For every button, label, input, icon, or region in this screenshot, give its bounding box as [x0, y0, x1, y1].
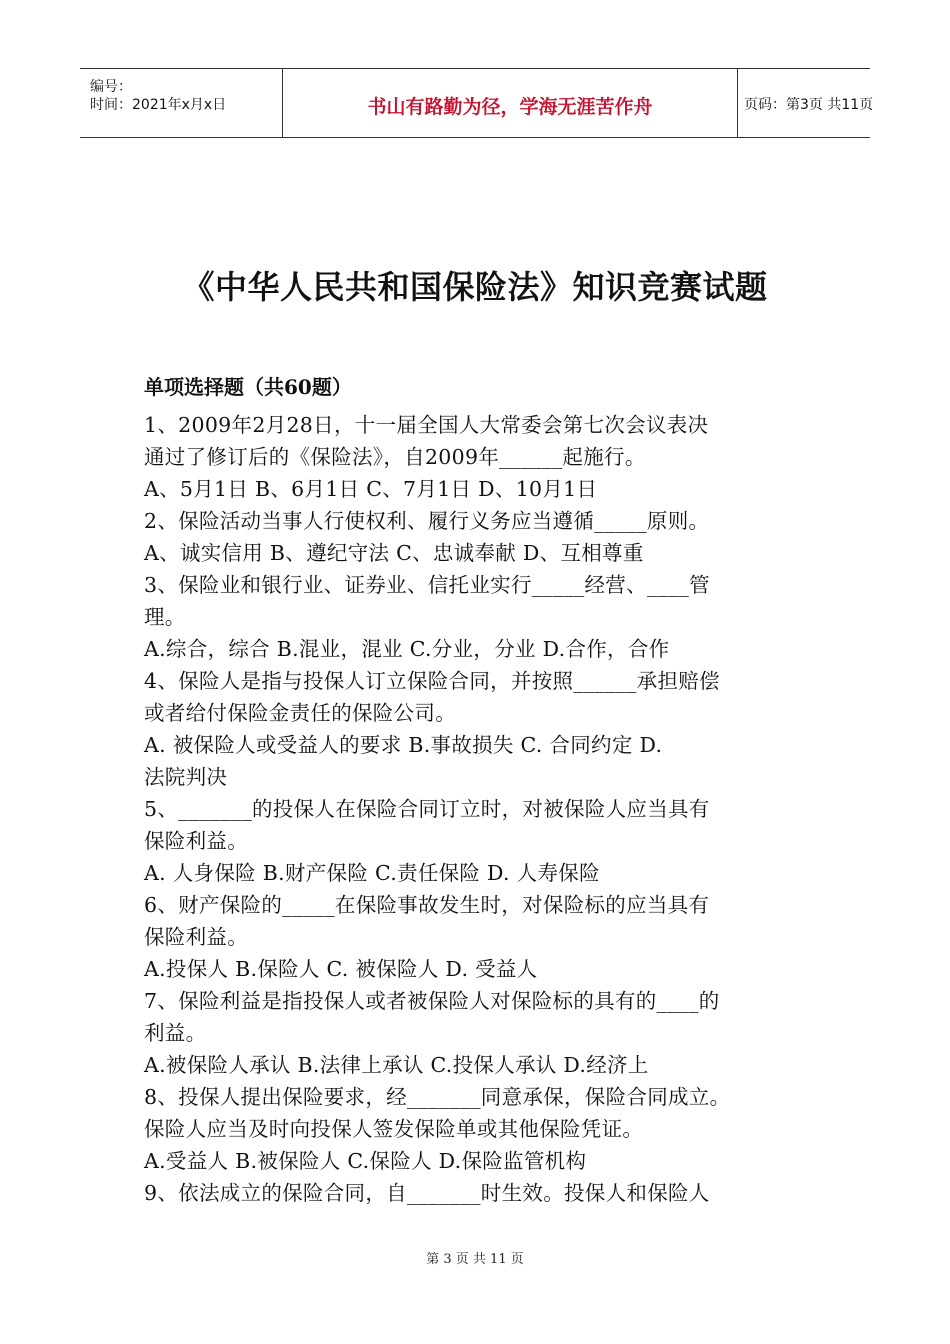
- body-line: 保险利益。: [144, 925, 248, 949]
- body-line: 6、财产保险的_____在保险事故发生时，对保险标的应当具有: [144, 893, 710, 917]
- body-line: 7、保险利益是指投保人或者被保险人对保险标的具有的____的: [144, 989, 720, 1013]
- body-line: 3、保险业和银行业、证券业、信托业实行_____经营、____管: [144, 573, 710, 597]
- body-line: 保险利益。: [144, 829, 248, 853]
- body-line: 4、保险人是指与投保人订立保险合同，并按照______承担赔偿: [144, 669, 720, 693]
- header-page-cell: [736, 69, 874, 137]
- body-line: 法院判决: [144, 765, 228, 789]
- body-line: A、5月1日 B、6月1日 C、7月1日 D、10月1日: [144, 477, 598, 501]
- body-line: A. 被保险人或受益人的要求 B.事故损失 C. 合同约定 D.: [144, 733, 663, 757]
- body-line: 利益。: [144, 1021, 207, 1045]
- serial-label: 编号：: [90, 79, 132, 95]
- body-line: A.受益人 B.被保险人 C.保险人 D.保险监管机构: [144, 1149, 587, 1173]
- body-line: A、诚实信用 B、遵纪守法 C、忠诚奉献 D、互相尊重: [144, 541, 644, 565]
- body-line: A.被保险人承认 B.法律上承认 C.投保人承认 D.经济上: [144, 1053, 649, 1077]
- body-line: 5、_______的投保人在保险合同订立时，对被保险人应当具有: [144, 797, 710, 821]
- body-line: 2、保险活动当事人行使权利、履行义务应当遵循_____原则。: [144, 509, 710, 533]
- body-line: A.投保人 B.保险人 C. 被保险人 D. 受益人: [144, 957, 538, 981]
- header-meta-cell: [80, 69, 282, 137]
- document-title: 《中华人民共和国保险法》知识竞赛试题: [182, 268, 768, 306]
- page-footer: 第 3 页 共 11 页: [426, 1252, 524, 1267]
- header-motto: 书山有路勤为径，学海无涯苦作舟: [367, 96, 653, 118]
- body-line: 或者给付保险金责任的保险公司。: [144, 701, 456, 725]
- body-line: 保险人应当及时向投保人签发保险单或其他保险凭证。: [144, 1117, 644, 1141]
- body-line: 理。: [144, 605, 186, 629]
- header-motto-cell: [282, 69, 738, 137]
- body-line: A. 人身保险 B.财产保险 C.责任保险 D. 人寿保险: [144, 861, 600, 885]
- page-header: [80, 68, 874, 138]
- body-line: 8、投保人提出保险要求，经_______同意承保，保险合同成立。: [144, 1085, 731, 1109]
- date-label: 时间：2021年x月x日: [90, 97, 227, 113]
- header-page-info: 页码：第3页 共11页: [744, 97, 874, 113]
- section-heading: 单项选择题（共60题）: [144, 375, 352, 399]
- body-line: 通过了修订后的《保险法》，自2009年______起施行。: [144, 445, 646, 469]
- body-line: 9、依法成立的保险合同，自_______时生效。投保人和保险人: [144, 1181, 710, 1205]
- body-line: 1、2009年2月28日，十一届全国人大常委会第七次会议表决: [144, 413, 709, 437]
- body-line: A.综合，综合 B.混业，混业 C.分业，分业 D.合作，合作: [144, 637, 670, 661]
